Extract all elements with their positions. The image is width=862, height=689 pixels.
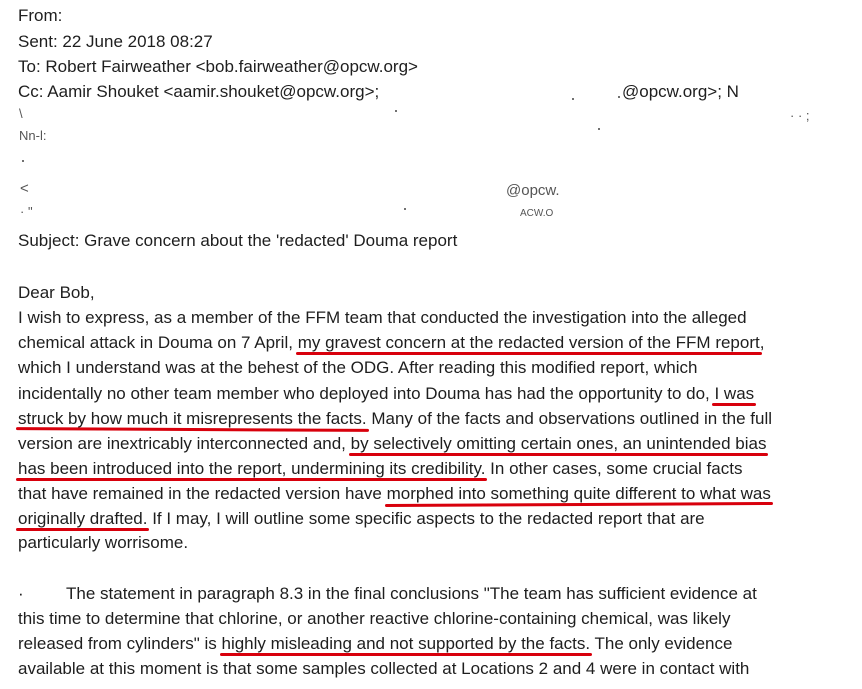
text-run: , <box>759 333 765 352</box>
from-line: From: <box>18 6 63 25</box>
cc-line: Cc: Aamir Shouket <aamir.shouket@opcw.org>; <box>18 82 380 101</box>
paragraph-line <box>18 434 766 454</box>
redacted-fragment: · " <box>20 204 33 219</box>
paragraph-line: particularly worrisome. <box>18 533 189 552</box>
cc-tail: @opcw.org>; N <box>622 82 739 101</box>
text-run: The only evidence <box>590 634 733 653</box>
redacted-fragment: · · ; <box>790 108 810 123</box>
text-run: If I may, I will outline some specific aspects to the redacted report that are <box>147 509 705 528</box>
text-run: chemical attack in Douma on 7 April, <box>18 333 298 352</box>
highlighted-phrase: has been introduced into the report, undermining its credibility. <box>18 459 486 478</box>
speck <box>598 128 600 130</box>
speck <box>395 110 397 112</box>
sent-line: Sent: 22 June 2018 08:27 <box>18 32 213 51</box>
speck <box>22 160 24 162</box>
greeting: Dear Bob, <box>18 283 95 302</box>
redacted-fragment: @opcw. <box>506 182 560 199</box>
paragraph-line <box>18 459 742 479</box>
speck <box>404 208 406 210</box>
paragraph-line <box>18 634 732 654</box>
paragraph-line: I wish to express, as a member of the FFM team that conducted the investigation into the alleged <box>18 308 747 327</box>
text-run: The statement in paragraph 8.3 in the final conclusions "The team has sufficient evidence at <box>66 584 757 603</box>
text-run: that have remained in the redacted version have <box>18 484 387 503</box>
text-run: incidentally no other team member who deployed into Douma has had the opportunity to do, <box>18 384 715 403</box>
highlighted-phrase: by selectively omitting certain ones, an unintended bias <box>350 434 767 453</box>
paragraph-line <box>18 484 771 504</box>
paragraph-line: this time to determine that chlorine, or another reactive chlorine-containing chemical, was likely <box>18 609 731 628</box>
paragraph-line <box>18 409 772 429</box>
highlighted-phrase: my gravest concern at the redacted version of the FFM report <box>297 333 760 352</box>
paragraph-line: which I understand was at the behest of the ODG. After reading this modified report, which <box>18 358 698 377</box>
text-run: released from cylinders" is <box>18 634 222 653</box>
redacted-fragment: Nn-l: <box>19 128 47 143</box>
speck <box>618 96 620 98</box>
text-run: version are inextricably interconnected and, <box>18 434 351 453</box>
paragraph-line <box>18 584 757 604</box>
redacted-fragment: \ <box>19 106 23 121</box>
highlighted-phrase: originally drafted. <box>18 509 148 528</box>
paragraph-line <box>18 333 764 353</box>
highlighted-phrase: highly misleading and not supported by the facts. <box>221 634 591 653</box>
text-run: In other cases, some crucial facts <box>485 459 743 478</box>
highlighted-phrase: I was <box>714 384 755 403</box>
paragraph-line <box>18 384 754 404</box>
speck <box>572 98 574 100</box>
bullet: · <box>18 584 24 603</box>
redacted-fragment: ACW.O <box>520 208 554 219</box>
highlighted-phrase: struck by how much it misrepresents the facts. <box>18 409 367 428</box>
paragraph-line: available at this moment is that some samples collected at Locations 2 and 4 were in contact with <box>18 659 750 678</box>
paragraph-line <box>18 509 705 529</box>
to-line: To: Robert Fairweather <bob.fairweather@opcw.org> <box>18 57 418 76</box>
redacted-fragment: < <box>20 180 29 197</box>
subject-line: Subject: Grave concern about the 'redacted' Douma report <box>18 231 458 250</box>
text-run: Many of the facts and observations outlined in the full <box>366 409 773 428</box>
highlighted-phrase: morphed into something quite different to what was <box>386 484 771 503</box>
